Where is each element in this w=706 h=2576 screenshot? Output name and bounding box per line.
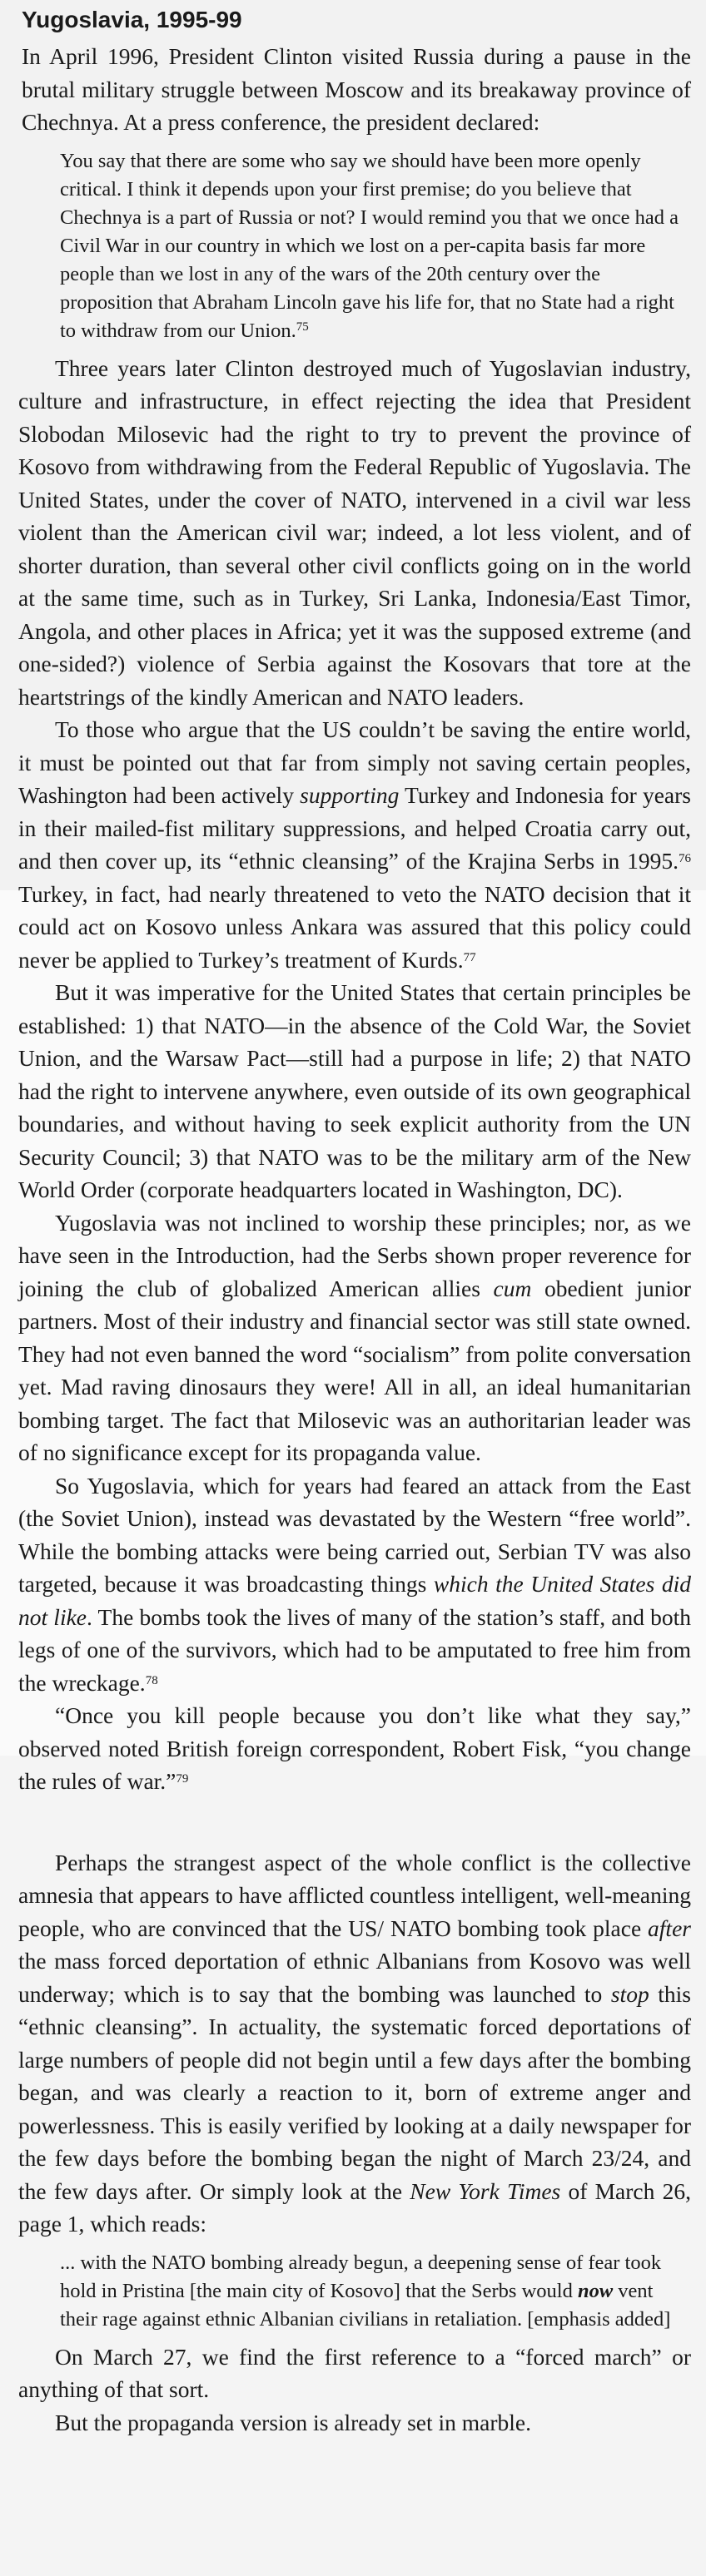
block-quote-nyt	[60, 2249, 679, 2334]
paragraph-4: But it was imperative for the United States that certain principles be established: 1) that NATO—in the absence of the Cold War, the Soviet Union, and the Warsaw Pact—still had a purpose in life; 2) that NATO had the right to intervene anywhere, even outside of its own geographical boundaries, and without having to seek explicit authority from the UN Security Council; 3) that NATO was to be the military arm of the New World Order (corporate headquarters located in Washington, DC).	[18, 979, 691, 1202]
paragraph-8-text-b: the mass forced deportation of ethnic Albanians from Kosovo was well underway; which is to say that the bombing was launched to	[18, 1948, 691, 2007]
footnote-ref-76: 76	[679, 852, 691, 865]
paragraph-10: But the propaganda version is already set in marble.	[55, 2409, 531, 2435]
block-quote-nyt-text-a: ... with the NATO bombing already begun, a deepening sense of fear took hold in Pristina [the main city of Kosovo] that the Serbs would	[60, 2251, 662, 2302]
paragraph-5-text-b: obedient junior partners. Most of their industry and financial sector was still state owned. They had not even banned the word “socialism” from polite conversation yet. Mad raving dinosaurs they were! All in all, an ideal humanitarian bombing target. The fact that Milosevic was an authoritarian leader was of no significance except for its propaganda value.	[18, 1275, 691, 1465]
paragraph-6-emphasis: which the United States did not like	[18, 1571, 691, 1630]
paragraph-9: On March 27, we find the first reference to a “forced march” or anything of that sort.	[18, 2343, 691, 2402]
paragraph-8-emphasis-stop: stop	[610, 1980, 649, 2007]
block-quote-text: You say that there are some who say we should have been more openly critical. I think it depends upon your first premise; do you believe that Chechnya is a part of Russia or not? I would remind you that we once had a Civil War in our country in which we lost on a per-capita basis far more people than we lost in any of the wars of the 20th century over the proposition that Abraham Lincoln gave his life for, that no State had a right to withdraw from our Union.	[60, 149, 679, 342]
paragraph-8-emphasis-nyt: New York Times	[410, 2177, 561, 2204]
section-heading: Yugoslavia, 1995-99	[22, 7, 242, 32]
paragraph-6-text-a: So Yugoslavia, which for years had feared an attack from the East (the Soviet Union), instead was devastated by the Western “free world”. While the bombing attacks were being carried out, Serbian TV was also targeted, because it was broadcasting things	[18, 1472, 691, 1597]
block-quote-nyt-text-b: vent their rage against ethnic Albanian civilians in retaliation. [emphasis added]	[60, 2279, 671, 2331]
paragraph-3-text-a: To those who argue that the US couldn’t be saving the entire world, it must be pointed out that far from simply not saving certain peoples, Washington had been actively	[18, 716, 691, 808]
block-quote-clinton	[60, 147, 679, 345]
paragraph-8-text-a: Perhaps the strangest aspect of the whole conflict is the collective amnesia that appears to have afflicted countless intelligent, well-meaning people, who are convinced that the US/ NATO bombing took place	[18, 1849, 691, 1941]
paragraph-7-text: “Once you kill people because you don’t like what they say,” observed noted British foreign correspondent, Robert Fisk, “you change the rules of war.”	[18, 1702, 691, 1794]
paragraph-3-emphasis: supporting	[300, 782, 400, 808]
paragraph-2: Three years later Clinton destroyed much of Yugoslavian industry, culture and infrastructure, in effect rejecting the idea that President Slobodan Milosevic had the right to try to prevent the province of Kosovo from withdrawing from the Federal Republic of Yugoslavia. The United States, under the cover of NATO, intervened in a civil war less violent than the American civil war; indeed, a lot less violent, and of shorter duration, than several other civil conflicts going on in the world at the same time, such as in Turkey, Sri Lanka, Indonesia/East Timor, Angola, and other places in Africa; yet it was the supposed extreme (and one-sided?) violence of Serbia against the Kosovars that tore at the heartstrings of the kindly American and NATO leaders.	[18, 354, 691, 710]
paragraph-6	[18, 1469, 691, 1700]
paragraph-5-emphasis: cum	[493, 1275, 532, 1301]
footnote-ref-78: 78	[145, 1673, 158, 1687]
footnote-ref-77: 77	[463, 950, 476, 964]
section-gap	[18, 1798, 691, 1846]
paragraph-1: In April 1996, President Clinton visited Russia during a pause in the brutal military struggle between Moscow and its breakaway province of Chechnya. At a press conference, the president declared:	[22, 43, 691, 135]
block-quote-nyt-emphasis: now	[577, 2279, 614, 2302]
paragraph-8-text-c: this “ethnic cleansing”. In actuality, the systematic forced deportations of large numbers of people did not begin until a few days after the bombing began, and was clearly a reaction to it, born of extreme anger and powerlessness. This is easily verified by looking at a daily newspaper for the few days before the bombing began the night of March 23/24, and the few days after. Or simply look at the	[18, 1980, 691, 2204]
paragraph-5-text-a: Yugoslavia was not inclined to worship these principles; nor, as we have seen in the Introduction, had the Serbs shown proper reverence for joining the club of globalized American allies	[18, 1209, 691, 1301]
paragraph-3-text-b: Turkey and Indonesia for years in their mailed-fist military suppressions, and helped Croatia carry out, and then cover up, its “ethnic cleansing” of the Krajina Serbs in 1995.	[18, 782, 691, 874]
paragraph-3	[18, 713, 691, 976]
paragraph-8-text-d: of March 26, page 1, which reads:	[18, 2177, 691, 2237]
footnote-ref-75: 75	[296, 320, 309, 334]
paragraph-6-text-b: . The bombs took the lives of many of the station’s staff, and both legs of one of the survivors, which had to be amputated to free him from the wreckage.	[18, 1603, 691, 1696]
footnote-ref-79: 79	[176, 1772, 189, 1786]
paragraph-8-emphasis-after: after	[648, 1915, 691, 1941]
paragraph-8	[18, 1846, 691, 2241]
paragraph-3-text-c: Turkey, in fact, had nearly threatened to veto the NATO decision that it could act on Kosovo unless Ankara was assured that this policy could never be applied to Turkey’s treatment of Kurds.	[18, 880, 691, 973]
document-page	[18, 5, 691, 2439]
paragraph-7	[18, 1699, 691, 1798]
paragraph-5	[18, 1206, 691, 1469]
